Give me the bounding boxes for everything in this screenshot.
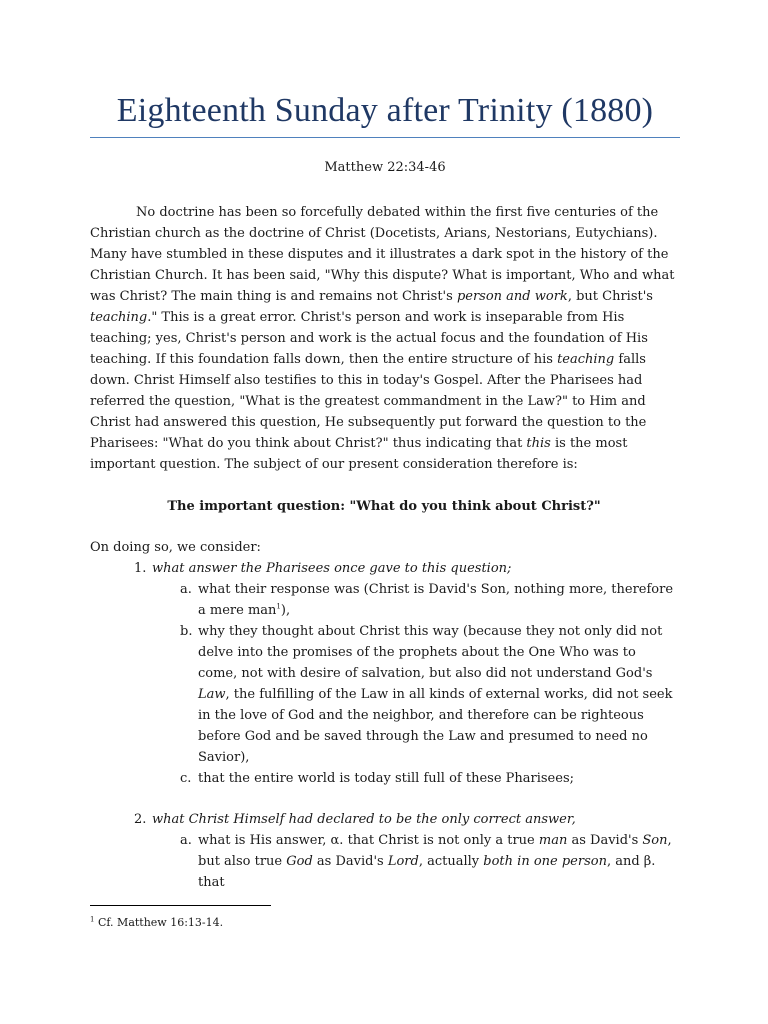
sub-emphasis: God	[286, 854, 313, 869]
outline-point	[90, 558, 678, 809]
sub-text: ),	[280, 603, 291, 618]
sub-list	[152, 830, 678, 893]
sub-text: that the entire world is today still full of these Pharisees;	[198, 771, 574, 786]
footnote-mark: 1	[90, 915, 95, 924]
sub-text: as David's	[312, 854, 388, 869]
sub-text: as David's	[567, 833, 643, 848]
sub-text: what their response was (Christ is David's Son, nothing more, therefore a mere man	[198, 582, 674, 618]
sub-text: , actually	[418, 854, 484, 869]
intro-text: is the most important question. The subject of our present consideration therefore is:	[90, 436, 628, 472]
intro-emphasis: person and work	[456, 289, 568, 304]
sub-letter: a.	[180, 582, 192, 597]
sub-letter: b.	[180, 624, 193, 639]
sub-letter: a.	[180, 833, 192, 848]
sub-list	[152, 579, 678, 789]
intro-emphasis: teaching	[90, 310, 148, 325]
sub-point	[152, 621, 678, 768]
intro-text: ." This is a great error. Christ's person and work is inseparable from His teaching; yes, Christ's person and work is the actual focus and the foundation of His teaching. If this foundation falls down, then the entire structure of his	[90, 310, 648, 367]
point-number: 1.	[134, 561, 147, 576]
sub-point	[152, 830, 678, 893]
intro-paragraph	[90, 202, 678, 475]
sub-point	[152, 579, 678, 621]
sub-point	[152, 768, 678, 789]
point-text: what answer the Pharisees once gave to this question;	[152, 561, 512, 576]
intro-text: falls down. Christ Himself also testifies to this in today's Gospel. After the Pharisees had referred the question, "What is the greatest commandment in the Law?" to Him and Christ had answered this question, He subsequently put forward the question to the Pharisees: "What do you think about Christ?" thus indicating that	[90, 352, 647, 451]
footnote-ref[interactable]: 1	[276, 602, 281, 611]
intro-text: , but Christ's	[567, 289, 653, 304]
consider-line: On doing so, we consider:	[90, 540, 261, 555]
section-heading: The important question: "What do you think about Christ?"	[167, 499, 601, 514]
page-title: Eighteenth Sunday after Trinity (1880)	[116, 92, 654, 129]
footnote-separator	[90, 905, 271, 906]
sub-emphasis: Law	[198, 687, 226, 702]
sub-text: , but also true	[198, 833, 672, 869]
sub-emphasis: both in one person	[483, 854, 607, 869]
intro-text: No doctrine has been so forcefully debated within the first five centuries of the Christian church as the doctrine of Christ (Docetists, Arians, Nestorians, Eutychians). Many have stumbled in these disputes and it illustrates a dark spot in the history of the Christian Church. It has been said, "Why this dispute? What is important, Who and what was Christ? The main thing is and remains not Christ's	[90, 205, 675, 304]
point-text: what Christ Himself had declared to be the only correct answer,	[152, 812, 576, 827]
sub-text: , and β. that	[198, 854, 656, 890]
sub-emphasis: Son	[642, 833, 668, 848]
scripture-reference: Matthew 22:34-46	[324, 160, 446, 175]
sub-text: , the fulfilling of the Law in all kinds of external works, did not seek in the love of God and the neighbor, and therefore can be righteous before God and be saved through the Law and presumed to need no Savior),	[198, 687, 673, 765]
outline-point	[90, 809, 678, 893]
sub-letter: c.	[180, 771, 192, 786]
spacer	[152, 789, 678, 809]
footnote	[90, 916, 223, 929]
footnote-text: Cf. Matthew 16:13-14.	[94, 916, 224, 929]
sub-emphasis: man	[538, 833, 568, 848]
sub-text: what is His answer, α. that Christ is not only a true	[198, 833, 539, 848]
sub-emphasis: Lord	[387, 854, 419, 869]
title-underline	[90, 137, 680, 138]
outline-list	[90, 558, 678, 893]
sub-text: why they thought about Christ this way (because they not only did not delve into the promises of the prophets about the One Who was to come, not with desire of salvation, but also did not understand God's	[198, 624, 663, 681]
intro-emphasis: this	[526, 436, 551, 451]
intro-emphasis: teaching	[557, 352, 615, 367]
point-number: 2.	[134, 812, 147, 827]
body-text	[90, 202, 678, 893]
